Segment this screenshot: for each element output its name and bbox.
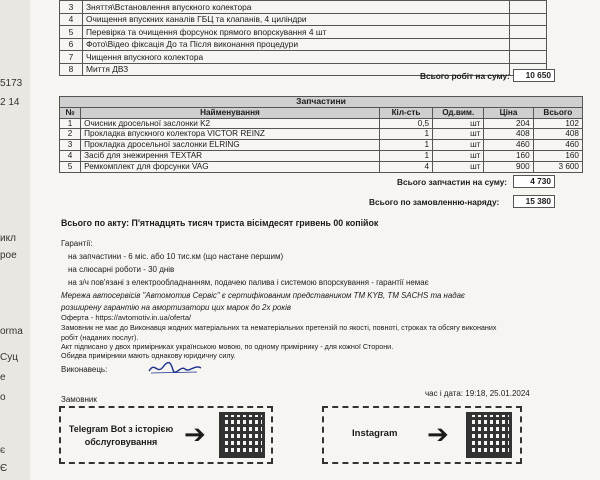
edge-fragment: 5173 [0,78,23,89]
table-row: 7 Чищення впускного колектора [60,51,547,64]
table-row: 3 Прокладка дросельної заслонки ELRING 1 шт 460 460 [60,140,583,151]
table-row: 5 Ремкомплект для форсунки VAG 4 шт 900 3 600 [60,161,583,172]
edge-fragment: о [0,392,6,403]
parts-total-value: 4 730 [513,175,555,188]
datetime: час і дата: 19:18, 25.01.2024 [425,389,530,398]
invoice-sheet [30,0,600,480]
table-row: 6 Фото\Відео фіксація До та Після виконання процедури [60,38,547,51]
parts-total-label: Всього запчастин на суму: [397,177,508,187]
order-total-value: 15 380 [513,195,555,208]
oferta-line: Обидва примірники мають однакову юридичну силу. [61,351,236,360]
table-row: 8 Миття ДВЗ [60,63,547,76]
table-row: 4 Очищення впускних каналів ГБЦ та клапанів, 4 циліндри [60,13,547,26]
edge-fragment: 2 14 [0,97,20,108]
instagram-promo [322,406,522,464]
signature-mark [147,361,203,375]
guarantee-line: на запчастини - 6 міс. або 10 тис.км (що настане першим) [68,252,284,261]
network-note: Мережа автосервісів "Автомотив Сервіс" є сертифікованим представником ТМ KYB, ТМ SACHS та надає [61,291,465,300]
guarantee-title: Гарантії: [61,239,93,248]
parts-header-row: № Найменування Кіл-сть Од.вим. Ціна Всього [60,107,583,118]
act-total-words: Всього по акту: П'ятнадцять тисяч триста вісімдесят гривень 00 копійок [61,218,379,228]
customer-label: Замовник [61,395,97,404]
executor-label: Виконавець: [61,365,108,374]
oferta-link: Оферта - https://avtomotiv.in.ua/oferta/ [61,313,192,322]
table-row: 2 Прокладка впускного колектора VICTOR REINZ 1 шт 408 408 [60,129,583,140]
qr-code-icon [466,412,512,458]
works-total-label: Всього робіт на суму: [420,71,510,81]
edge-fragment: Суц [0,352,18,363]
edge-fragment: є [0,445,6,456]
parts-table [59,96,583,173]
network-note: розширену гарантію на амортизатори цих марок до 2х років [61,303,291,312]
table-row: 5 Перевірка та очищення форсунок прямого впорскування 4 шт [60,26,547,39]
guarantee-line: на слюсарні роботи - 30 днів [68,265,175,274]
underlying-page-edge [0,0,31,480]
edge-fragment: orma [0,326,23,337]
qr-code-icon [219,412,265,458]
arrow-right-icon: ➔ [427,419,449,449]
works-table [59,0,547,76]
telegram-label: Telegram Bot з історією [68,424,174,434]
instagram-label: Instagram [352,428,398,439]
table-row: 1 Очисник дросельної заслонки K2 0,5 шт 204 102 [60,118,583,129]
telegram-promo [59,406,273,464]
edge-fragment: рое [0,250,17,261]
telegram-label: обслуговування [84,437,158,447]
guarantee-line: на з/ч пов'язані з електрообладнанням, подачею палива і системою впорскування - гарантії немає [68,278,429,287]
arrow-right-icon: ➔ [184,419,206,449]
oferta-line: Акт підписано у двох примірниках українською мовою, по одному примірнику - для кожної Сторони. [61,342,394,351]
edge-fragment: икл [0,233,16,244]
works-total-value: 10 650 [513,69,555,82]
table-row: 3 Зняття\Встановлення впускного колектора [60,1,547,14]
order-total-label: Всього по замовленню-наряду: [369,197,500,207]
parts-title: Запчастини [60,97,583,108]
edge-fragment: е [0,372,6,383]
oferta-line: робіт (наданих послуг). [61,333,139,342]
edge-fragment: Є [0,463,8,474]
oferta-line: Замовник не має до Виконавця жодних матеріальних та нематеріальних претензій по якості, повноті, строках та обсягу виконаних [61,323,497,332]
table-row: 4 Засіб для знежирення TEXTAR 1 шт 160 160 [60,150,583,161]
